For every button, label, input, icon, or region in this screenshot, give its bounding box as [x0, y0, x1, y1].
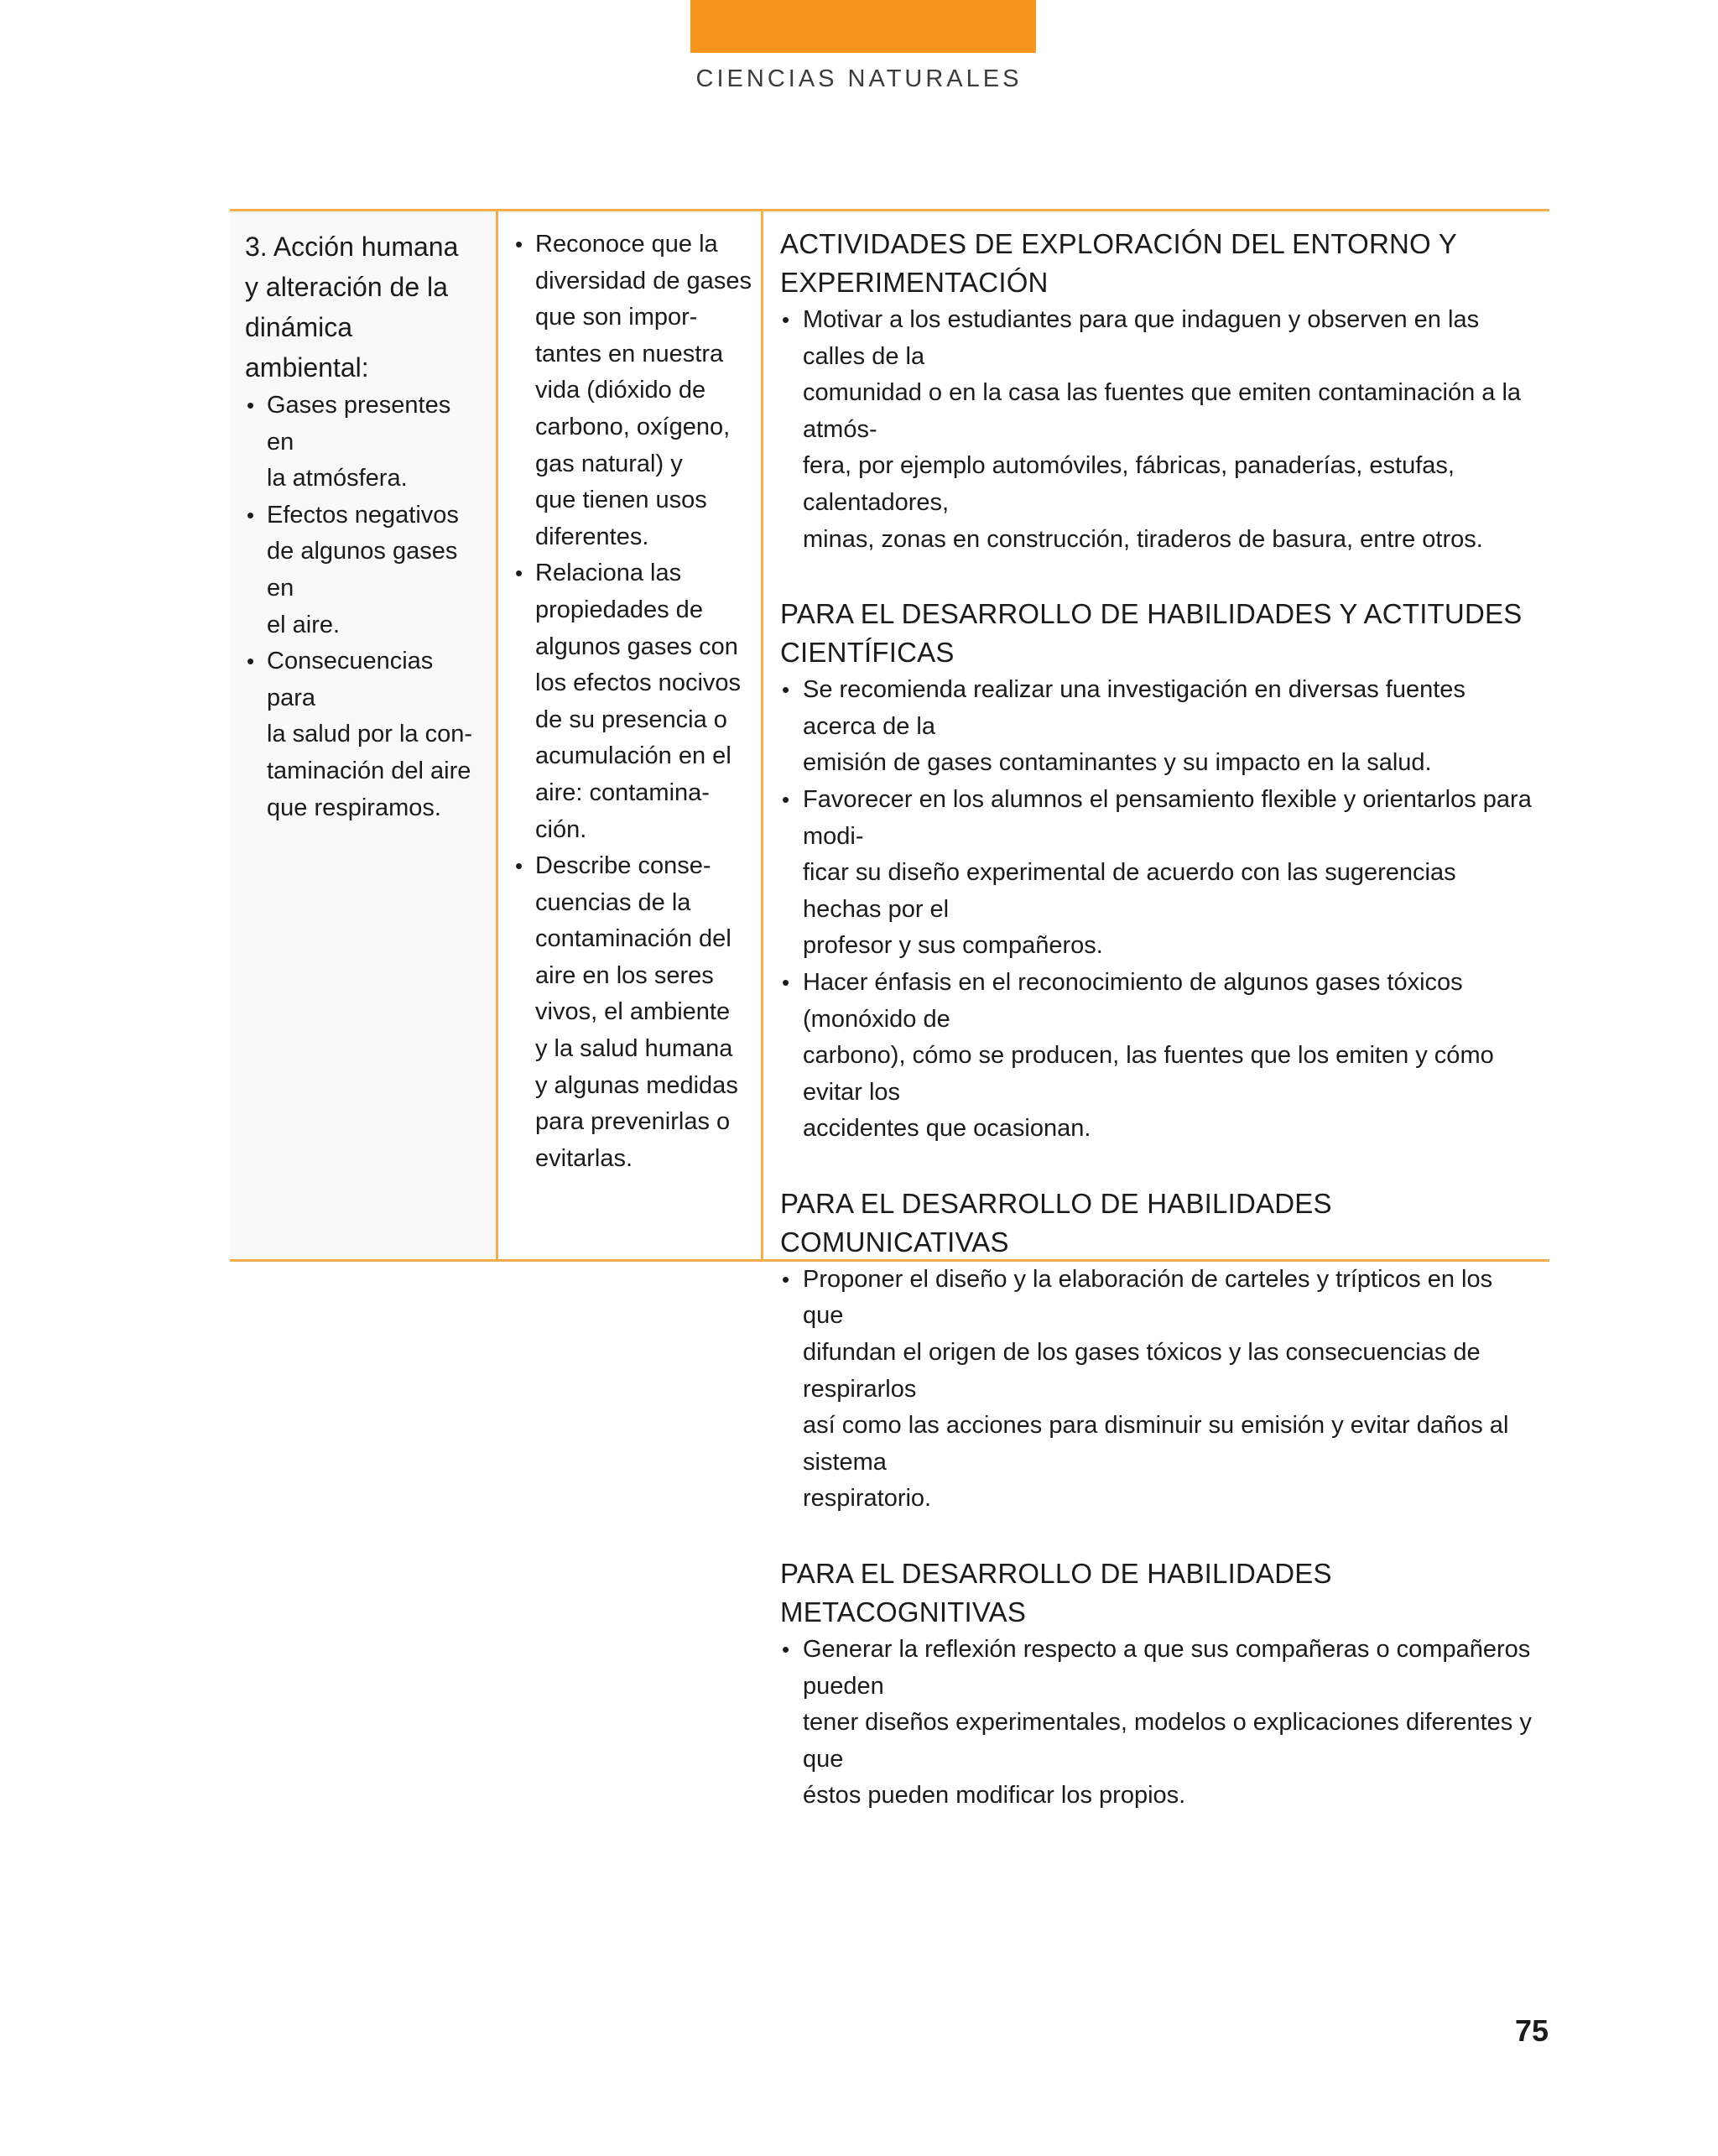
bullet-icon: • [782, 1266, 790, 1292]
bullet-icon: • [515, 560, 523, 586]
activity-list [780, 672, 1533, 1148]
list-item: • Reconoce que la diversidad de gases que son impor- tantes en nuestra vida (dióxido de carbono, oxígeno, gas natural) y que tienen usos diferentes. [513, 227, 754, 555]
list-item: • Consecuencias para la salud por la con- taminación del aire que respiramos. [245, 643, 482, 826]
running-head: CIENCIAS NATURALES [695, 65, 1023, 92]
list-item: • Se recomienda realizar una investigación en diversas fuentes acerca de la emisión de gases contaminantes y su impacto en la salud. [780, 672, 1533, 782]
bullet-icon: • [782, 786, 790, 812]
bullet-icon: • [247, 502, 255, 528]
column-activities [763, 211, 1549, 1810]
section-heading: PARA EL DESARROLLO DE HABILIDADES METACOGNITIVAS [780, 1558, 1332, 1628]
activity-section [780, 1185, 1533, 1518]
column-content [230, 211, 498, 1259]
bullet-icon: • [782, 969, 790, 995]
activity-list [780, 1262, 1533, 1518]
activity-section [780, 595, 1533, 1148]
list-item: • Generar la reflexión respecto a que sus compañeras o compañeros pueden tener diseños experimentales, modelos o explicaciones diferentes y que éstos pueden modificar los propios. [780, 1632, 1533, 1815]
activity-list [780, 302, 1533, 558]
list-item: • Motivar a los estudiantes para que indaguen y observen en las calles de la comunidad o en la casa las fuentes que emiten contaminación a la atmós- fera, por ejemplo automóviles, fábricas, panaderías, estufas, calentadores, minas, zonas en construcción, tiraderos de basura, entre otros. [780, 302, 1533, 558]
bullet-icon: • [515, 853, 523, 879]
list-item: • Efectos negativos de algunos gases en el aire. [245, 497, 482, 643]
activity-section [780, 225, 1533, 558]
content-table [230, 209, 1549, 1810]
bullet-icon: • [515, 232, 523, 257]
activity-list [780, 1632, 1533, 1815]
list-item: • Relaciona las propiedades de algunos gases con los efectos nocivos de su presencia o acumulación en el aire: contamina- ción. [513, 555, 754, 848]
header-accent-tab [690, 0, 1036, 53]
list-item: • Gases presentes en la atmósfera. [245, 388, 482, 497]
content-title: 3. Acción humana y alteración de la dinámica ambiental: [245, 232, 459, 383]
learning-outcomes-list [513, 227, 754, 1177]
page-number: 75 [1514, 2013, 1549, 2048]
bullet-icon: • [782, 1637, 790, 1663]
section-heading: ACTIVIDADES DE EXPLORACIÓN DEL ENTORNO Y EXPERIMENTACIÓN [780, 228, 1457, 298]
bullet-icon: • [247, 393, 255, 418]
list-item: • Proponer el diseño y la elaboración de carteles y trípticos en los que difundan el origen de los gases tóxicos y las consecuencias de respirarlos así como las acciones para disminuir su emisión y evitar daños al sistema respiratorio. [780, 1262, 1533, 1518]
list-item: • Hacer énfasis en el reconocimiento de algunos gases tóxicos (monóxido de carbono), cómo se producen, las fuentes que los emiten y cómo evitar los accidentes que ocasionan. [780, 965, 1533, 1148]
bullet-icon: • [247, 648, 255, 674]
section-heading: PARA EL DESARROLLO DE HABILIDADES Y ACTITUDES CIENTÍFICAS [780, 598, 1523, 669]
activity-section [780, 1555, 1533, 1815]
list-item: • Describe conse- cuencias de la contaminación del aire en los seres vivos, el ambiente y la salud humana y algunas medidas para prevenirlas o evitarlas. [513, 848, 754, 1177]
section-heading: PARA EL DESARROLLO DE HABILIDADES COMUNICATIVAS [780, 1187, 1332, 1258]
bullet-icon: • [782, 677, 790, 703]
bullet-icon: • [782, 307, 790, 332]
column-learning-outcomes [498, 211, 763, 1259]
list-item: • Favorecer en los alumnos el pensamiento flexible y orientarlos para modi- ficar su diseño experimental de acuerdo con las sugerencias hechas por el profesor y sus compañeros. [780, 782, 1533, 965]
content-list [245, 388, 482, 826]
